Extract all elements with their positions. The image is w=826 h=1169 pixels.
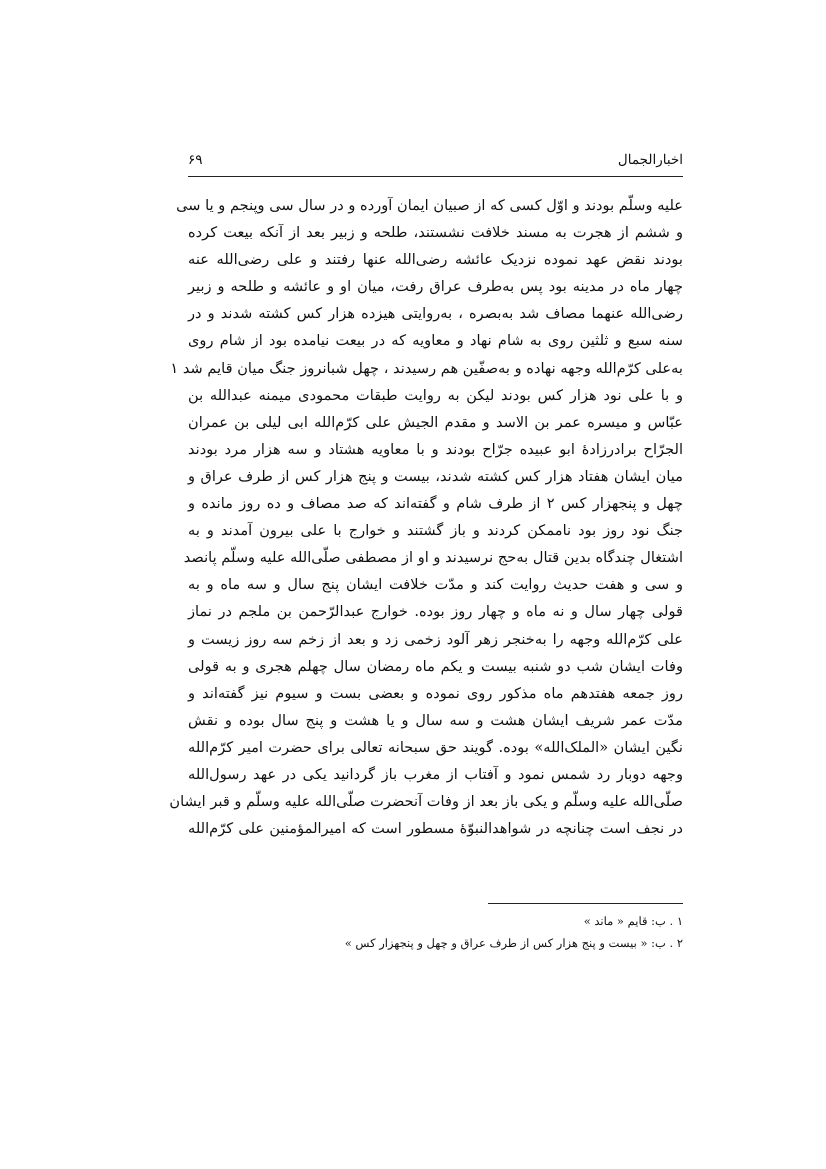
text-line: عبّاس و میسره عمر بن الاسد و مقدم الجیش علی کرّم‌الله ابی لیلی بن عمران	[188, 413, 683, 431]
text-line: علیه وسلّم بودند و اوّل کسی که از صبیان ایمان آورده و در سال سی وپنجم و یا سی	[176, 197, 683, 214]
text-line: و سی و هفت حدیث روایت کند و مدّت خلافت ایشان پنج سال و سه ماه و به	[188, 576, 683, 594]
text-line: چهل و پنجهزار کس ۲ از طرف شام و گفته‌اند که صد مصاف و ده روز مانده و	[188, 495, 683, 513]
text-line: روز جمعه هفتدهم ماه مذکور روی نموده و بعضی بست و سیوم نیز گفته‌اند و	[188, 684, 683, 702]
text-line: وجهه دوبار رد شمس نمود و آفتاب از مغرب باز گردانید یکی در عهد رسول‌الله	[188, 765, 683, 783]
text-line: به‌علی کرّم‌الله وجهه نهاده و به‌صفّین هم رسیدند ، چهل شبانروز جنگ میان قایم شد ۱	[170, 359, 683, 377]
running-title: اخبارالجمال	[617, 152, 683, 168]
text-line: چهار ماه در مدینه بود پس به‌طرف عراق رفت، میان او و عائشه و طلحه و زبیر	[188, 278, 683, 296]
page-header	[188, 152, 683, 174]
text-line: در نجف است چنانچه در شواهدالنبوّهٔ مسطور است که امیرالمؤمنین علی کرّم‌الله	[188, 820, 683, 838]
text-line: اشتغال چندگاه بدین قتال به‌حج نرسیدند و او از مصطفی صلّی‌الله علیه وسلّم پانصد	[183, 549, 683, 567]
footnotes	[188, 910, 683, 954]
text-line: سنه سبع و ثلثین روی به شام نهاد و معاویه که در بیعت نیامده بود از شام روی	[188, 332, 683, 350]
text-line: میان ایشان هفتاد هزار کس کشته شدند، بیست و پنج هزار کس از طرف عراق و	[188, 467, 683, 485]
text-line: رضی‌الله عنهما مصاف شد به‌بصره ، به‌روایتی هیزده هزار کس کشته شدند و در	[188, 305, 683, 323]
text-line: الجرّاح برادرزادهٔ ابو عبیده جرّاح بودند و با معاویه هشتاد و سه هزار مرد بودند	[188, 440, 683, 458]
page-number: ۶۹	[188, 152, 203, 168]
text-line: علی کرّم‌الله وجهه را به‌خنجر زهر آلود زخمی زد و بعد از زخم سه روز زیست و	[188, 630, 683, 648]
header-rule	[188, 176, 683, 177]
text-line: قولی چهار سال و نه ماه و چهار روز بوده. خوارج عبدالرّحمن بن ملجم در نماز	[188, 603, 683, 621]
text-line: مدّت عمر شریف ایشان هشت و سه سال و یا هشت و پنج سال بوده و نقش	[188, 711, 683, 729]
footnote-2: ۲ . ب: « بیست و پنج هزار کس از طرف عراق و چهل و پنجهزار کس »	[344, 936, 683, 950]
text-line: نگین ایشان «الملک‌الله» بوده. گویند حق سبحانه تعالی برای حضرت امیر کرّم‌الله	[188, 738, 683, 756]
text-line: جنگ نود روز بود ناممکن کردند و باز گشتند و خوارج با علی بیرون آمدند و به	[188, 522, 683, 540]
text-line: صلّی‌الله علیه وسلّم و یکی باز بعد از وفات آنحضرت صلّی‌الله علیه وسلّم و قبر ایشان	[169, 793, 683, 811]
text-line: و ششم از هجرت به مسند خلافت نشستند، طلحه و زبیر بعد از آنکه بیعت کرده	[188, 224, 683, 242]
text-line: وفات ایشان شب دو شنبه بیست و یکم ماه رمضان سال چهلم هجری و به قولی	[188, 657, 683, 675]
text-line: بودند نقض عهد نموده نزدیک عائشه رضی‌الله عنها رفتند و علی رضی‌الله عنه	[188, 251, 683, 269]
footnote-1: ۱ . ب: قایم « ماند »	[583, 914, 683, 928]
text-line: و با علی نود هزار کس بودند لیکن به روایت طبقات محمودی میمنه عبدالله بن	[188, 386, 683, 404]
footnote-rule	[488, 903, 683, 904]
body-text	[169, 192, 683, 842]
